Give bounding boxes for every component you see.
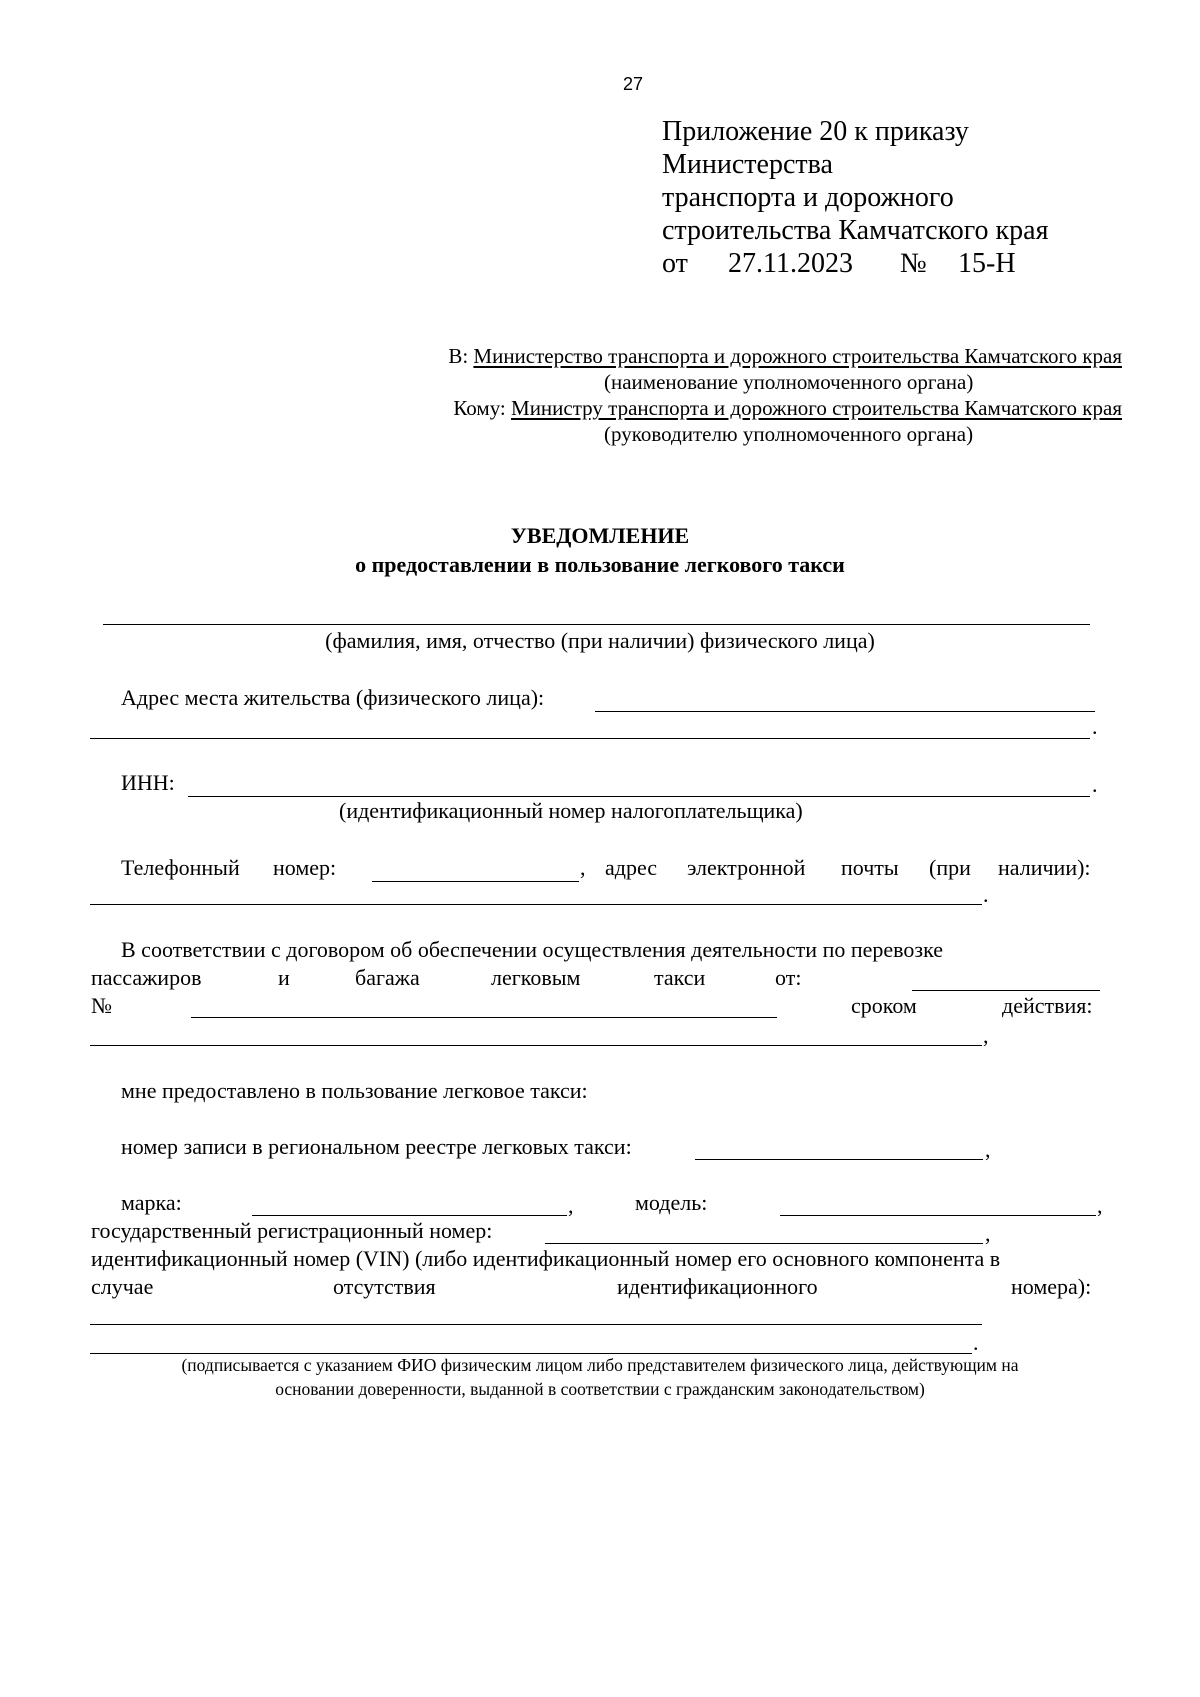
reg-number-comma: , [985,1221,991,1246]
appendix-number-sign: № [900,248,927,279]
phone-word-2: номер: [273,855,337,880]
inn-label: ИНН: [121,770,175,795]
document-title: УВЕДОМЛЕНИЕ [510,523,690,548]
email-word-5: наличии): [998,855,1091,880]
email-word-4: (при [929,855,971,880]
addressee-to-label: В: [448,344,469,368]
address-line-1 [595,711,1095,712]
addressee-whom-caption: (руководителю уполномоченного органа) [604,422,974,446]
appendix-line-1: Приложение 20 к приказу [662,116,969,147]
appendix-number: 15-Н [958,248,1016,279]
fio-caption: (фамилия, имя, отчество (при наличии) физического лица) [325,628,875,653]
vin-word-1: случае [91,1274,154,1299]
page-number: 27 [623,74,644,94]
addressee-whom-label: Кому: [453,396,506,420]
inn-caption: (идентификационный номер налогоплательщика) [339,798,803,823]
contract-word-5: такси [654,965,706,990]
appendix-line-3: транспорта и дорожного [662,182,954,213]
phone-comma: , [580,855,586,880]
registry-label: номер записи в региональном реестре легковых такси: [121,1134,632,1159]
contract-word-6: от: [775,965,802,990]
contract-term-comma: , [983,1023,989,1048]
model-label: модель: [635,1190,708,1215]
email-word-2: электронной [687,855,806,880]
vin-line-b [90,1353,972,1354]
reg-number-label: государственный регистрационный номер: [91,1218,493,1243]
email-word-1: адрес [605,855,658,880]
contract-term-word-1: сроком [851,993,917,1018]
vin-word-2: отсутствия [333,1274,436,1299]
email-word-3: почты [841,855,899,880]
fio-line [103,624,1090,625]
contract-number-line [191,1017,777,1018]
vin-period: . [973,1330,979,1355]
addressee-to [448,344,1122,369]
signature-footnote-line-1: (подписывается с указанием ФИО физическим лицом либо представителем физического лица, действующим на [181,1355,1019,1375]
contract-word-1: пассажиров [91,965,202,990]
reg-number-line [545,1243,983,1244]
provided-text: мне предоставлено в пользование легковое такси: [121,1078,588,1103]
model-comma: , [1097,1193,1103,1218]
contract-word-2: и [278,965,290,990]
email-line [90,904,982,905]
addressee-whom [453,396,1122,421]
document-subtitle: о предоставлении в пользование легкового такси [355,552,845,577]
contract-line-1: В соответствии с договором об обеспечении осуществления деятельности по перевозке [121,937,943,962]
contract-date-line [912,990,1100,991]
phone-word-1: Телефонный [121,855,240,880]
phone-line [372,881,579,882]
address-label: Адрес места жительства (физического лица): [121,685,545,710]
appendix-line-2: Министерства [662,149,833,180]
inn-period: . [1092,772,1098,797]
vin-word-4: номера): [1011,1274,1092,1299]
brand-line [252,1215,567,1216]
contract-no-sign: № [91,993,112,1018]
appendix-date-prefix: от [662,248,688,279]
model-line [780,1215,1096,1216]
appendix-date: 27.11.2023 [728,248,853,279]
address-period: . [1092,714,1098,739]
registry-line [695,1159,983,1160]
contract-term-word-2: действия: [1002,993,1093,1018]
vin-line-1: идентификационный номер (VIN) (либо идентификационный номер его основного компонента в [91,1246,1001,1271]
vin-line-a [90,1324,982,1325]
brand-label: марка: [121,1190,182,1215]
contract-term-line [90,1045,982,1046]
address-line-2 [90,738,1090,739]
signature-footnote-line-2: основании доверенности, выданной в соответствии с гражданским законодательством) [275,1379,925,1399]
email-period: . [983,882,989,907]
addressee-whom-value: Министру транспорта и дорожного строительства Камчатского края [511,396,1122,420]
vin-word-3: идентификационного [617,1274,818,1299]
addressee-to-caption: (наименование уполномоченного органа) [604,370,974,394]
brand-comma: , [568,1193,574,1218]
contract-word-3: багажа [355,965,420,990]
addressee-to-value: Министерство транспорта и дорожного строительства Камчатского края [473,344,1122,368]
contract-word-4: легковым [491,965,581,990]
inn-line [188,796,1090,797]
registry-comma: , [985,1137,991,1162]
appendix-line-4: строительства Камчатского края [662,215,1049,246]
